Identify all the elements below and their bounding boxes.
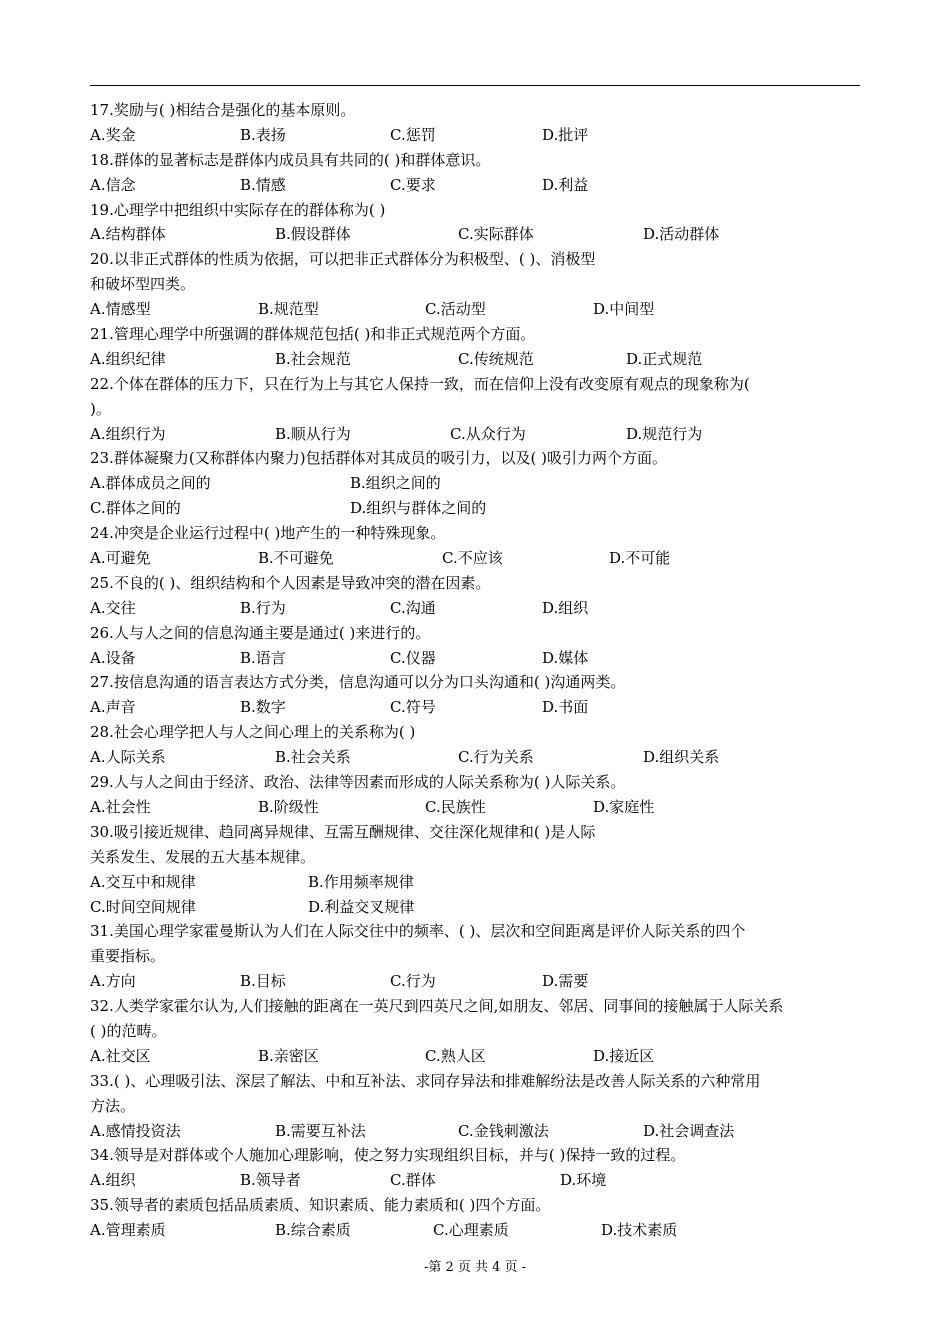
- question-stem: 34.领导是对群体或个人施加心理影响，使之努力实现组织目标，并与( )保持一致的过程。: [90, 1146, 686, 1165]
- answer-option-c: C.群体之间的: [90, 499, 181, 518]
- options-row: [90, 969, 862, 994]
- options-row: [90, 745, 862, 770]
- answer-option-a: A.情感型: [90, 300, 151, 319]
- question-25: [90, 571, 862, 621]
- answer-option-a: A.组织行为: [90, 424, 166, 443]
- options-row: [90, 1168, 862, 1193]
- answer-option-d: D.批评: [542, 125, 589, 144]
- answer-option-a: A.设备: [90, 648, 136, 667]
- answer-option-d: D.社会调查法: [643, 1121, 735, 1140]
- answer-option-d: D.书面: [542, 698, 589, 717]
- options-row: [90, 546, 862, 571]
- options-row: [90, 895, 862, 920]
- answer-option-c: C.实际群体: [458, 225, 534, 244]
- answer-option-c: C.时间空间规律: [90, 897, 196, 916]
- answer-option-d: D.技术素质: [601, 1221, 678, 1240]
- question-stem: 25.不良的( )、组织结构和个人因素是导致冲突的潜在因素。: [90, 573, 491, 592]
- options-row: [90, 795, 862, 820]
- answer-option-b: B.情感: [240, 175, 286, 194]
- answer-option-a: A.交互中和规律: [90, 872, 196, 891]
- answer-option-c: C.仪器: [390, 648, 436, 667]
- question-stem: 26.人与人之间的信息沟通主要是通过( )来进行的。: [90, 623, 431, 642]
- question-list: [90, 98, 862, 1243]
- question-stem: 18.群体的显著标志是群体内成员具有共同的( )和群体意识。: [90, 150, 491, 169]
- answer-option-a: A.方向: [90, 972, 136, 991]
- answer-option-b: B.综合素质: [275, 1221, 351, 1240]
- answer-option-d: D.不可能: [609, 549, 671, 568]
- answer-option-b: B.数字: [240, 698, 286, 717]
- question-stem: 28.社会心理学把人与人之间心理上的关系称为( ): [90, 723, 416, 742]
- answer-option-d: D.活动群体: [643, 225, 720, 244]
- options-row: [90, 1218, 862, 1243]
- question-35: [90, 1193, 862, 1243]
- answer-option-c: C.活动型: [425, 300, 486, 319]
- answer-option-b: B.社会关系: [275, 748, 351, 767]
- answer-option-d: D.家庭性: [593, 797, 655, 816]
- page-footer: -第 2 页 共 4 页 -: [423, 1260, 527, 1275]
- options-row: [90, 123, 862, 148]
- answer-option-c: C.群体: [390, 1171, 436, 1190]
- options-row: [90, 297, 862, 322]
- question-stem: 方法。: [90, 1096, 136, 1115]
- options-row: [90, 422, 862, 447]
- question-stem: 32.人类学家霍尔认为,人们接触的距离在一英尺到四英尺之间,如朋友、邻居、同事间的接触属于人际关系: [90, 997, 784, 1016]
- answer-option-c: C.不应该: [442, 549, 503, 568]
- answer-option-b: B.语言: [240, 648, 286, 667]
- question-stem: 21.管理心理学中所强调的群体规范包括( )和非正式规范两个方面。: [90, 325, 536, 344]
- question-28: [90, 720, 862, 770]
- question-17: [90, 98, 862, 148]
- answer-option-a: A.人际关系: [90, 748, 166, 767]
- question-stem: ( )的范畴。: [90, 1021, 167, 1040]
- answer-option-d: D.组织关系: [643, 748, 720, 767]
- answer-option-c: C.行为: [390, 972, 436, 991]
- answer-option-d: D.媒体: [542, 648, 589, 667]
- question-32: [90, 994, 862, 1069]
- answer-option-d: D.组织与群体之间的: [350, 499, 487, 518]
- options-row: [90, 347, 862, 372]
- question-stem: 和破坏型四类。: [90, 275, 196, 294]
- options-row: [90, 471, 862, 496]
- question-stem: 关系发生、发展的五大基本规律。: [90, 847, 316, 866]
- question-stem: 30.吸引接近规律、趋同离异规律、互需互酬规律、交往深化规律和( )是人际: [90, 822, 596, 841]
- answer-option-b: B.领导者: [240, 1171, 301, 1190]
- answer-option-a: A.社交区: [90, 1046, 151, 1065]
- options-row: [90, 695, 862, 720]
- answer-option-b: B.假设群体: [275, 225, 351, 244]
- answer-option-a: A.群体成员之间的: [90, 474, 211, 493]
- question-stem: 20.以非正式群体的性质为依据，可以把非正式群体分为积极型、( )、消极型: [90, 250, 596, 269]
- answer-option-d: D.组织: [542, 598, 589, 617]
- answer-option-a: A.奖金: [90, 125, 136, 144]
- answer-option-a: A.交往: [90, 598, 136, 617]
- answer-option-b: B.表扬: [240, 125, 286, 144]
- answer-option-b: B.目标: [240, 972, 286, 991]
- answer-option-d: D.正式规范: [626, 349, 703, 368]
- question-29: [90, 770, 862, 820]
- options-row: [90, 1044, 862, 1069]
- options-row: [90, 222, 862, 247]
- answer-option-a: A.结构群体: [90, 225, 166, 244]
- answer-option-a: A.管理素质: [90, 1221, 166, 1240]
- question-20: [90, 247, 862, 322]
- answer-option-c: C.沟通: [390, 598, 436, 617]
- answer-option-b: B.社会规范: [275, 349, 351, 368]
- question-stem: 23.群体凝聚力(又称群体内聚力)包括群体对其成员的吸引力，以及( )吸引力两个方面。: [90, 449, 668, 468]
- answer-option-d: D.需要: [542, 972, 589, 991]
- answer-option-b: B.亲密区: [258, 1046, 319, 1065]
- answer-option-d: D.中间型: [593, 300, 655, 319]
- question-stem: 29.人与人之间由于经济、政治、法律等因素而形成的人际关系称为( )人际关系。: [90, 773, 626, 792]
- options-row: [90, 173, 862, 198]
- answer-option-c: C.符号: [390, 698, 436, 717]
- options-row: [90, 496, 862, 521]
- answer-option-b: B.行为: [240, 598, 286, 617]
- options-row: [90, 1119, 862, 1144]
- question-27: [90, 670, 862, 720]
- answer-option-c: C.心理素质: [433, 1221, 509, 1240]
- answer-option-c: C.行为关系: [458, 748, 534, 767]
- answer-option-b: B.规范型: [258, 300, 319, 319]
- answer-option-c: C.要求: [390, 175, 436, 194]
- options-row: [90, 646, 862, 671]
- answer-option-b: B.组织之间的: [350, 474, 441, 493]
- answer-option-c: C.民族性: [425, 797, 486, 816]
- answer-option-d: D.规范行为: [626, 424, 703, 443]
- answer-option-d: D.环境: [560, 1171, 607, 1190]
- options-row: [90, 870, 862, 895]
- question-22: [90, 372, 862, 447]
- answer-option-b: B.不可避免: [258, 549, 334, 568]
- question-stem: 33.( )、心理吸引法、深层了解法、中和互补法、求同存异法和排难解纷法是改善人际关系的六种常用: [90, 1071, 761, 1090]
- question-31: [90, 919, 862, 994]
- question-stem: 19.心理学中把组织中实际存在的群体称为( ): [90, 200, 386, 219]
- answer-option-a: A.组织: [90, 1171, 136, 1190]
- question-stem: 31.美国心理学家霍曼斯认为人们在人际交往中的频率、( )、层次和空间距离是评价人际关系的四个: [90, 922, 746, 941]
- answer-option-c: C.传统规范: [458, 349, 534, 368]
- question-stem: 35.领导者的素质包括品质素质、知识素质、能力素质和( )四个方面。: [90, 1196, 551, 1215]
- options-row: [90, 596, 862, 621]
- question-stem: 重要指标。: [90, 947, 166, 966]
- answer-option-a: A.社会性: [90, 797, 151, 816]
- answer-option-a: A.信念: [90, 175, 136, 194]
- question-33: [90, 1069, 862, 1144]
- answer-option-a: A.感情投资法: [90, 1121, 181, 1140]
- answer-option-a: A.声音: [90, 698, 136, 717]
- question-stem: )。: [90, 399, 111, 418]
- question-stem: 27.按信息沟通的语言表达方式分类，信息沟通可以分为口头沟通和( )沟通两类。: [90, 673, 626, 692]
- question-23: [90, 446, 862, 521]
- question-24: [90, 521, 862, 571]
- answer-option-b: B.顺从行为: [275, 424, 351, 443]
- answer-option-d: D.利益交叉规律: [308, 897, 415, 916]
- answer-option-b: B.阶级性: [258, 797, 319, 816]
- question-stem: 17.奖励与( )相结合是强化的基本原则。: [90, 101, 356, 119]
- question-stem: 24.冲突是企业运行过程中( )地产生的一种特殊现象。: [90, 524, 446, 543]
- header-rule: [90, 85, 860, 86]
- answer-option-a: A.组织纪律: [90, 349, 166, 368]
- question-21: [90, 322, 862, 372]
- answer-option-b: B.需要互补法: [275, 1121, 366, 1140]
- answer-option-d: D.接近区: [593, 1046, 655, 1065]
- answer-option-a: A.可避免: [90, 549, 151, 568]
- answer-option-c: C.熟人区: [425, 1046, 486, 1065]
- answer-option-c: C.惩罚: [390, 125, 436, 144]
- answer-option-b: B.作用频率规律: [308, 872, 414, 891]
- question-34: [90, 1143, 862, 1193]
- answer-option-c: C.金钱刺激法: [458, 1121, 549, 1140]
- question-30: [90, 820, 862, 920]
- answer-option-d: D.利益: [542, 175, 589, 194]
- question-26: [90, 621, 862, 671]
- question-stem: 22.个体在群体的压力下，只在行为上与其它人保持一致，而在信仰上没有改变原有观点的现象称为(: [90, 374, 750, 393]
- answer-option-c: C.从众行为: [450, 424, 526, 443]
- question-18: [90, 148, 862, 198]
- question-19: [90, 198, 862, 248]
